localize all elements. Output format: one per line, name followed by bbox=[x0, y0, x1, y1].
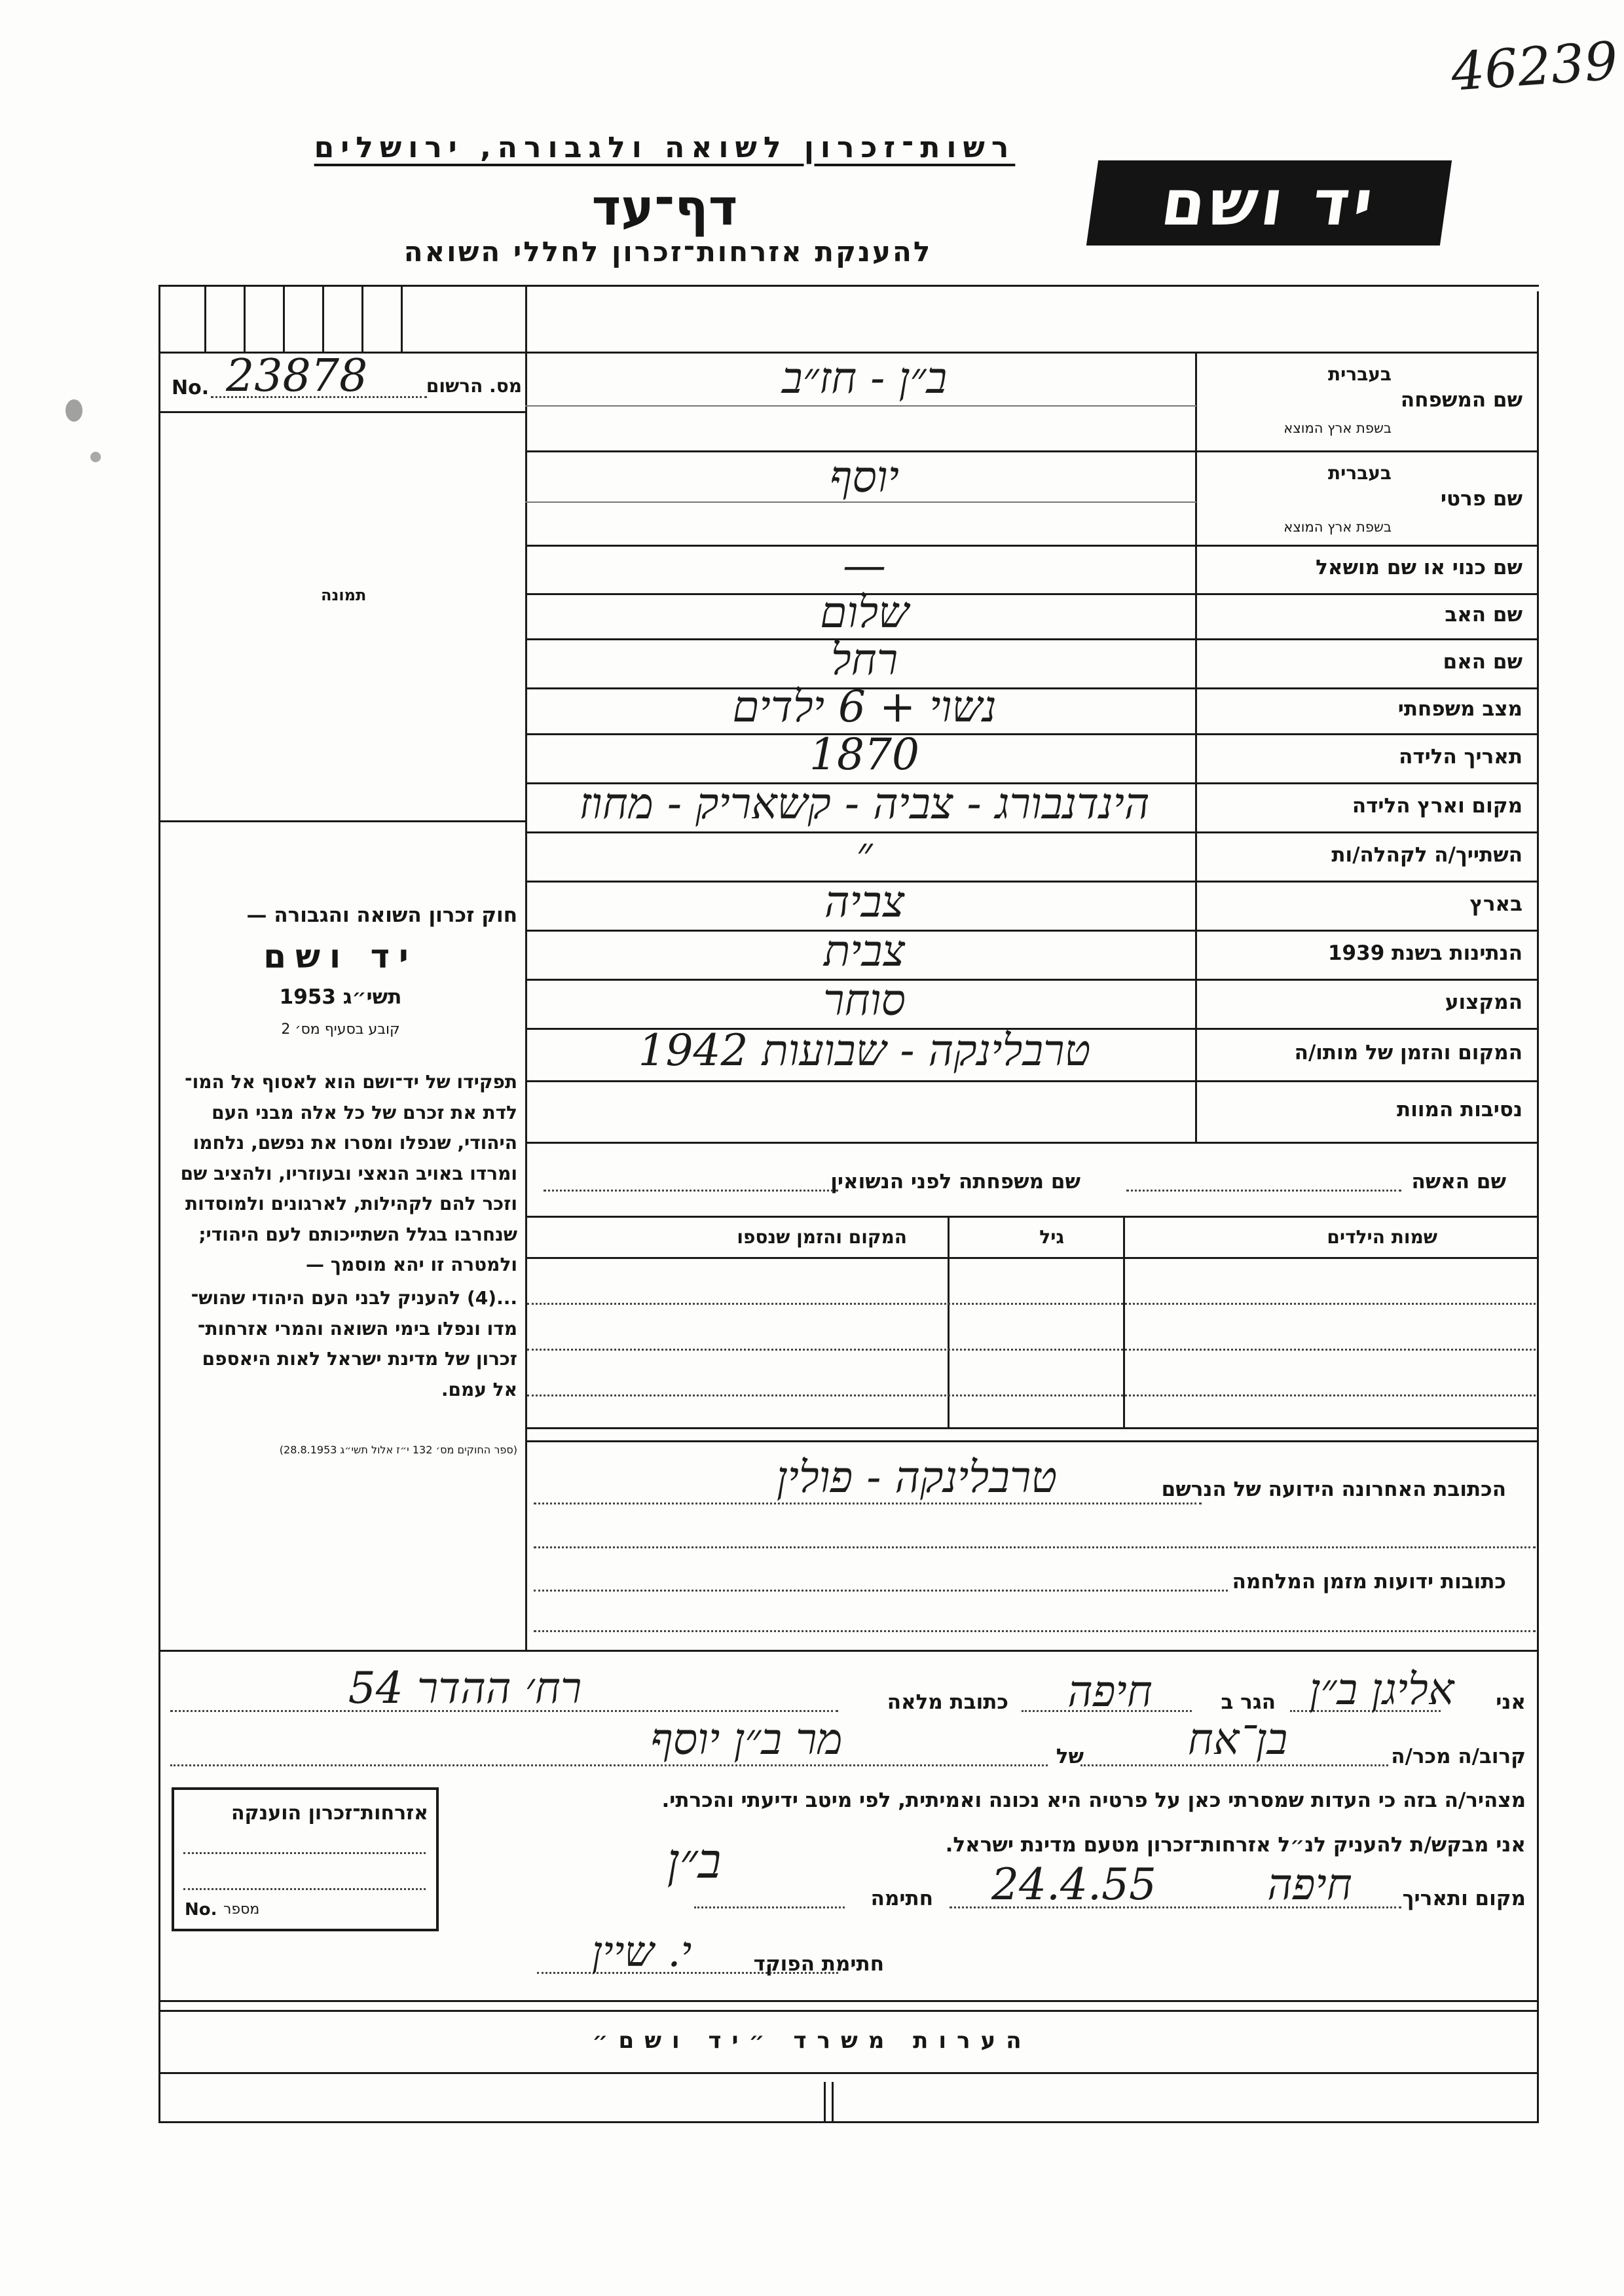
place-date-label: מקום ותאריך bbox=[1402, 1887, 1526, 1910]
law-line: אל עמם. bbox=[441, 1378, 517, 1400]
logo-text: יד ושם bbox=[1156, 166, 1382, 240]
field-label: שם המשפחה bbox=[1400, 388, 1522, 412]
form-subtitle: להענקת אזרחות־זכרון לחללי השואה bbox=[403, 236, 932, 268]
children-col-age: גיל bbox=[1039, 1226, 1064, 1248]
field-value: יוסף bbox=[830, 452, 899, 502]
law-line: ומרדו באויב הנאצי ובעוזריו, ולהציב שם bbox=[180, 1162, 517, 1184]
field-label: הנתינות בשנת 1939 bbox=[1327, 941, 1522, 965]
children-col-place: המקום והזמן שנספו bbox=[737, 1226, 907, 1248]
field-label: תאריך הלידה bbox=[1399, 744, 1522, 769]
citizenship-number-label: מספר bbox=[223, 1901, 260, 1918]
field-sub-hebrew: בעברית bbox=[1327, 363, 1392, 385]
registration-no-label: No. bbox=[172, 376, 210, 399]
field-value: — bbox=[843, 540, 886, 591]
wartime-address-label: כתובות ידועות מזמן המלחמה bbox=[1232, 1570, 1506, 1594]
field-value: ב״ן - חז״ב bbox=[781, 353, 948, 403]
signature-label: חתימה bbox=[870, 1887, 933, 1910]
place-value: חיפה bbox=[1267, 1859, 1352, 1910]
field-value: ״ bbox=[856, 827, 873, 878]
field-label: המקצוע bbox=[1445, 990, 1522, 1014]
field-value: 1870 bbox=[809, 729, 919, 780]
law-line: זכרון של מדינת ישראל לאות היאספם bbox=[202, 1348, 517, 1370]
declarant-resides-label: הגר ב bbox=[1221, 1690, 1276, 1714]
law-heading: חוק זכרון השואה והגבורה — bbox=[246, 903, 517, 927]
field-label: שם האם bbox=[1443, 649, 1522, 674]
punch-mark bbox=[90, 452, 101, 462]
law-clause: קובע בסעיף מס׳ 2 bbox=[281, 1021, 400, 1038]
law-line: שנחרבו בגלל השתייכותם לעם היהודי; bbox=[198, 1223, 517, 1245]
law-line: מדו ונפלו בימי השואה והמרי אזרחות־ bbox=[197, 1317, 517, 1339]
law-line: ולמטרה זו יהא מוסמך — bbox=[306, 1254, 517, 1275]
law-paragraph-2 bbox=[164, 1283, 517, 1405]
declaration-statement: מצהיר/ה בזה כי העדות שמסרתי כאן על פרטיה היא נכונה ואמיתית, לפי מיטב ידיעתי והכרתי. bbox=[661, 1789, 1526, 1812]
citizenship-no-label: No. bbox=[185, 1900, 217, 1920]
field-label: נסיבות המוות bbox=[1397, 1098, 1522, 1121]
children-col-names: שמות הילדים bbox=[1327, 1226, 1437, 1248]
field-label: מקום וארץ הלידה bbox=[1352, 793, 1522, 818]
declarant-name: אליגן ב״ן bbox=[1309, 1664, 1454, 1715]
relation-label: קרוב/ה מכר/ה bbox=[1391, 1745, 1526, 1768]
punch-mark bbox=[65, 399, 83, 422]
wife-label: שם האשה bbox=[1411, 1170, 1506, 1194]
declarant-address-label: כתובת מלאה bbox=[887, 1690, 1008, 1714]
field-value: צביה bbox=[824, 876, 905, 927]
office-notes-label: הערות משרד ״יד ושם״ bbox=[592, 2028, 1032, 2054]
form-title: דף־עד bbox=[591, 178, 738, 236]
declarant-prefix: אני bbox=[1496, 1690, 1526, 1714]
law-line: ...(4) להעניק לבני העם היהודי שהוש־ bbox=[191, 1287, 517, 1309]
citizenship-box bbox=[172, 1787, 439, 1931]
field-label: שם כנוי או שם מושאל bbox=[1316, 556, 1522, 579]
field-label: בארץ bbox=[1469, 892, 1522, 916]
declaration-request: אני מבקש/ת להעניק לנ״ל אזרחות־זכרון מטעם מדינת ישראל. bbox=[945, 1833, 1526, 1857]
law-line: וזכר להם לקהילות, לארגונים ולמוסדות bbox=[185, 1193, 517, 1214]
field-label: המקום והזמן של מותו/ה bbox=[1294, 1041, 1522, 1065]
field-value: טרבלינקה - שבועות 1942 bbox=[638, 1025, 1091, 1076]
field-value: צבית bbox=[824, 925, 905, 976]
photo-label: תמונה bbox=[321, 586, 367, 604]
archive-number: 46239 bbox=[1449, 30, 1619, 103]
relation-value: בן־אח bbox=[1187, 1714, 1288, 1764]
officer-signature: י. שיין bbox=[591, 1928, 692, 1977]
officer-label: חתימת הפוקד bbox=[753, 1952, 884, 1976]
field-value: הינדנבורג - צביה - קשאריק - מחוז bbox=[579, 778, 1150, 829]
declarant-city: חיפה bbox=[1067, 1666, 1153, 1717]
field-value: נשוי + 6 ילדים bbox=[732, 682, 997, 732]
law-paragraph-1 bbox=[164, 1067, 517, 1281]
field-value: סוחר bbox=[823, 974, 906, 1025]
law-year: תשי״ג 1953 bbox=[279, 985, 402, 1009]
field-value: שלום bbox=[820, 587, 909, 638]
declarant-address: רח׳ ההדר 54 bbox=[348, 1663, 582, 1713]
of-name: מר ב״ן יוסף bbox=[650, 1714, 843, 1764]
law-name: יד ושם bbox=[263, 938, 418, 975]
field-sub-origin: בשפת ארץ המוצא bbox=[1283, 519, 1392, 535]
registration-label: מס. הרשום bbox=[426, 375, 522, 397]
law-citation: (ספר החוקים מס׳ 132 י״ז אלול תשי״ג 28.8.1953) bbox=[279, 1444, 517, 1456]
field-sub-origin: בשפת ארץ המוצא bbox=[1283, 420, 1392, 436]
field-label: שם האב bbox=[1445, 602, 1522, 627]
registration-number: 23878 bbox=[226, 350, 368, 402]
law-line: לדת את זכרם של כל אלה מבני העם bbox=[212, 1101, 517, 1123]
wife-maiden-label: שם משפחתה לפני הנשואין bbox=[830, 1170, 1080, 1194]
field-label: שם פרטי bbox=[1440, 487, 1522, 511]
declarant-signature: ב״ן bbox=[667, 1833, 722, 1889]
field-value: רחל bbox=[830, 634, 898, 685]
last-address-label: הכתובת האחרונה הידועה של הנרשם bbox=[1161, 1478, 1506, 1501]
field-label: השתייך/ה לקהלה/ות bbox=[1331, 843, 1522, 867]
citizenship-box-title: אזרחות־זכרון הוענקה bbox=[231, 1802, 428, 1825]
of-label: של bbox=[1056, 1745, 1084, 1768]
authority-title: רשות־זכרון לשואה ולגבורה, ירושלים bbox=[314, 131, 1016, 164]
field-sub-hebrew: בעברית bbox=[1327, 462, 1392, 484]
last-address-value: טרבלינקה - פולין bbox=[776, 1452, 1058, 1503]
field-label: מצב משפחתי bbox=[1397, 697, 1522, 721]
law-line: היהודי, שנפלו ומסרו את נפשם, נלחמו bbox=[193, 1132, 517, 1154]
yad-vashem-logo bbox=[1086, 160, 1452, 246]
date-value: 24.4.55 bbox=[991, 1859, 1156, 1910]
law-line: תפקידו של יד־ושם הוא לאסוף אל המו־ bbox=[185, 1071, 517, 1093]
